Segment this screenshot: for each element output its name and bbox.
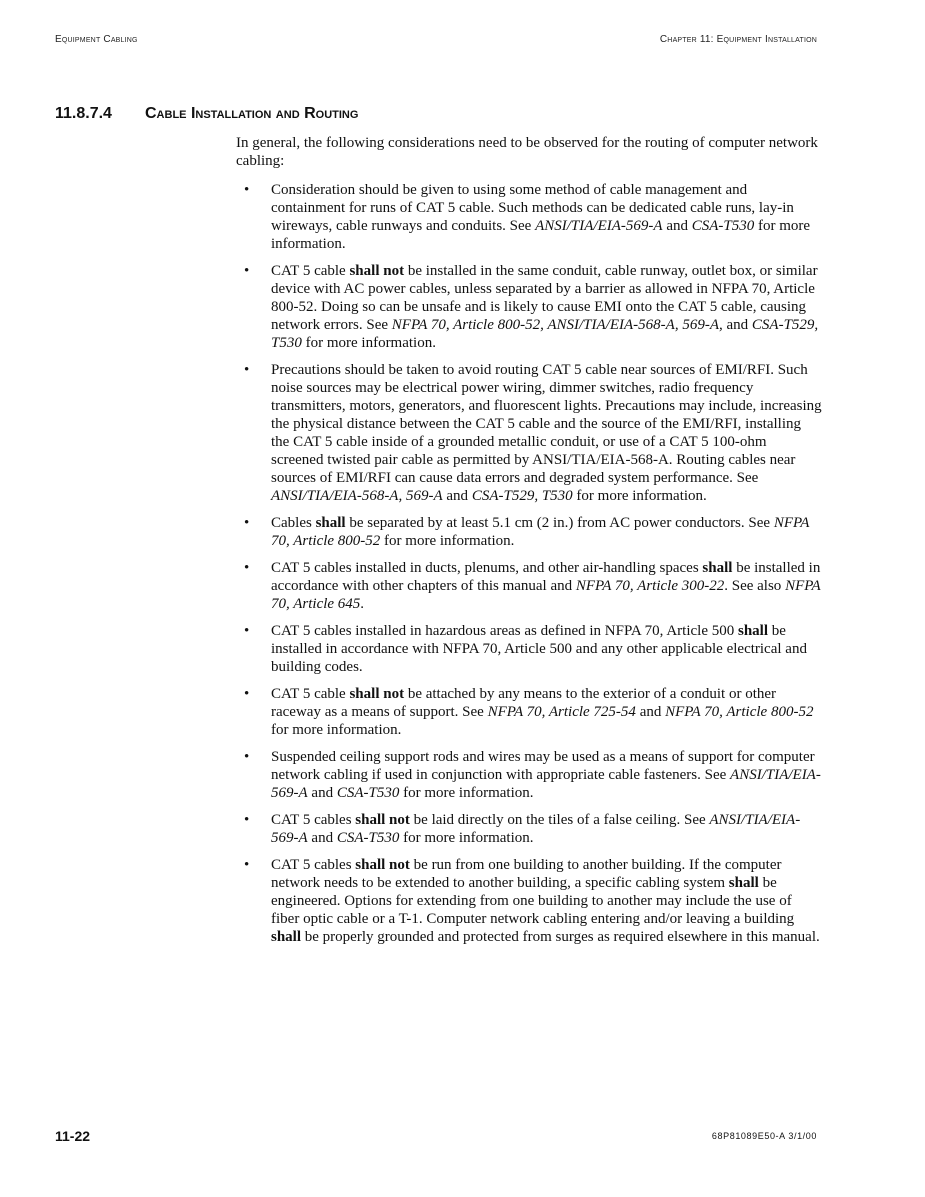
intro-paragraph: In general, the following considerations need to be observed for the routing of computer network cabling: [236, 135, 818, 169]
bullet-icon: • [244, 362, 250, 378]
text: for more information. [271, 722, 402, 738]
citation: NFPA 70, Article 800-52 [665, 704, 814, 720]
text: Precautions should be taken to avoid routing CAT 5 cable near sources of EMI/RFI. Such noise sources may be electrical power wiring, dimmer switches, radio frequency transmitters, motors, generators, and fluorescent lights. Precautions may include, increasing the physical distance between the CAT 5 cable and the source of the EMI/RFI, installing the CAT 5 cable inside of a grounded metallic conduit, or use of a CAT 5 100-ohm screened twisted pair cable as permitted by ANSI/TIA/EIA-568-A. Routing cables near sources of EMI/RFI can cause data errors and degraded system performance. See [271, 362, 822, 486]
text: be separated by at least 5.1 cm (2 in.) from AC power conductors. See [345, 515, 774, 531]
bullet-icon: • [244, 182, 250, 198]
list-item [236, 856, 822, 946]
text: for more information. [271, 218, 811, 252]
text: . [360, 596, 365, 612]
emphasis: shall [738, 623, 769, 639]
text: be engineered. Options for extending from one building to another may include the use of fiber optic cable or a T-1. Computer network cabling entering and/or leaving a building [271, 875, 795, 927]
section-number: 11.8.7.4 [55, 105, 112, 122]
citation: CSA-T530 [691, 218, 755, 234]
text: and [722, 317, 752, 333]
text: and [662, 218, 692, 234]
citation: NFPA 70, Article 800-52 [271, 515, 810, 549]
bullet-icon: • [244, 749, 250, 765]
text: CAT 5 cables [271, 857, 356, 873]
text: be run from one building to another building. If the computer network needs to be extended to another building, a specific cabling system [271, 857, 782, 891]
considerations-list [236, 181, 822, 946]
running-header-right: Chapter 11: Equipment Installation [659, 34, 817, 45]
text: Consideration should be given to using some method of cable management and containment for runs of CAT 5 cable. Such methods can be dedicated cable runs, lay-in wireways, cable runways and conduits. See [271, 182, 794, 234]
text: be installed in accordance with NFPA 70, Article 500 and any other applicable electrical and building codes. [271, 623, 807, 675]
citation: CSA-T530 [336, 785, 400, 801]
text: CAT 5 cables installed in ducts, plenums, and other air-handling spaces [271, 560, 703, 576]
text: Cables [271, 515, 316, 531]
section-heading [55, 105, 358, 123]
text: and [307, 830, 337, 846]
list-item [236, 622, 822, 676]
body-text [236, 134, 822, 955]
list-item [236, 514, 822, 550]
citation: NFPA 70, Article 800-52, ANSI/TIA/EIA-568-A, 569-A, [391, 317, 723, 333]
list-item [236, 811, 822, 847]
bullet-icon: • [244, 812, 250, 828]
text: and [307, 785, 337, 801]
text: be laid directly on the tiles of a false ceiling. See [409, 812, 710, 828]
citation: CSA-T529, T530 [271, 317, 819, 351]
bullet-icon: • [244, 515, 250, 531]
bullet-icon: • [244, 686, 250, 702]
section-title: Cable Installation and Routing [145, 105, 359, 122]
list-item [236, 685, 822, 739]
citation: ANSI/TIA/EIA-569-A [535, 218, 663, 234]
emphasis: shall [728, 875, 759, 891]
bullet-icon: • [244, 623, 250, 639]
text: for more information. [572, 488, 707, 504]
emphasis: shall not [355, 812, 410, 828]
text: CAT 5 cables installed in hazardous areas as defined in NFPA 70, Article 500 [271, 623, 738, 639]
citation: CSA-T530 [336, 830, 400, 846]
text: . See also [724, 578, 786, 594]
citation: ANSI/TIA/EIA-569-A [271, 767, 821, 801]
emphasis: shall not [355, 857, 410, 873]
text: CAT 5 cable [271, 263, 350, 279]
text: and [635, 704, 666, 720]
list-item [236, 262, 822, 352]
list-item [236, 361, 822, 505]
text: be installed in accordance with other chapters of this manual and [271, 560, 821, 594]
text: be attached by any means to the exterior of a conduit or other raceway as a means of support. See [271, 686, 777, 720]
bullet-icon: • [244, 263, 250, 279]
text: and [442, 488, 472, 504]
emphasis: shall [315, 515, 346, 531]
text: be properly grounded and protected from surges as required elsewhere in this manual. [301, 929, 820, 945]
list-item [236, 748, 822, 802]
text: for more information. [399, 830, 534, 846]
document-id: 68P81089E50-A 3/1/00 [711, 1131, 817, 1141]
running-header-left: Equipment Cabling [55, 34, 138, 45]
citation: NFPA 70, Article 300-22 [575, 578, 725, 594]
citation: ANSI/TIA/EIA-569-A [271, 812, 801, 846]
emphasis: shall [271, 929, 302, 945]
bullet-icon: • [244, 560, 250, 576]
text: CAT 5 cable [271, 686, 350, 702]
text: Suspended ceiling support rods and wires may be used as a means of support for computer network cabling if used in conjunction with appropriate cable fasteners. See [271, 749, 815, 783]
text: for more information. [399, 785, 534, 801]
page-number: 11-22 [55, 1128, 91, 1144]
citation: ANSI/TIA/EIA-568-A, 569-A [271, 488, 443, 504]
text: for more information. [380, 533, 515, 549]
list-item [236, 181, 822, 253]
list-item [236, 559, 822, 613]
citation: NFPA 70, Article 725-54 [487, 704, 636, 720]
citation: NFPA 70, Article 645 [271, 578, 821, 612]
text: for more information. [301, 335, 436, 351]
citation: CSA-T529, T530 [471, 488, 573, 504]
emphasis: shall not [349, 263, 405, 279]
text: be installed in the same conduit, cable runway, outlet box, or similar device with AC power cables, unless separated by a barrier as allowed in NFPA 70, Article 800-52. Doing so can be unsafe and is likely to cause EMI onto the CAT 5 cable, causing network errors. See [271, 263, 818, 333]
emphasis: shall not [349, 686, 405, 702]
text: CAT 5 cables [271, 812, 356, 828]
bullet-icon: • [244, 857, 250, 873]
emphasis: shall [702, 560, 733, 576]
